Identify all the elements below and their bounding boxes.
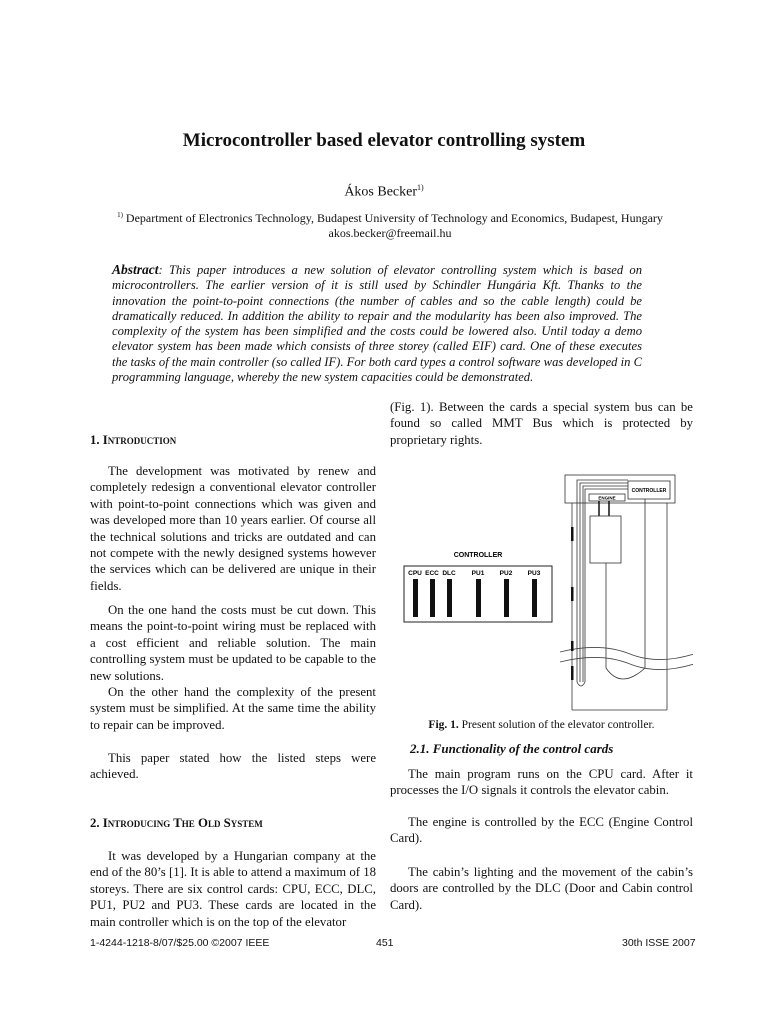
card-label-pu3: PU3 [527,570,541,577]
affiliation-mark: 1) [117,211,123,219]
caption-text: Present solution of the elevator controller. [458,719,655,731]
page-number: 451 [376,937,394,949]
card-label-pu2: PU2 [499,570,513,577]
paper-title: Microcontroller based elevator controlling system [182,130,586,151]
paragraph: On the other hand the complexity of the present system must be simplified. At the same time the ability to repair can be improved. [90,685,376,732]
section-heading-old-system: 2. Introducing The Old System [90,816,263,830]
engine-label: ENGINE [598,495,616,501]
caption-label: Fig. 1. [428,719,459,731]
paragraph: It was developed by a Hungarian company at the end of the 80’s [1]. It is able to attend a maximum of 18 storeys. There are six control cards: CPU, ECC, DLC, PU1, PU2 and PU3. These cards are located in the main controller which is on the top of the elevator [90,849,376,929]
affiliation-text: Department of Electronics Technology, Budapest University of Technology and Economics, Budapest, Hungary [125,211,663,225]
paragraph: The cabin’s lighting and the movement of the cabin’s doors are controlled by the DLC (Door and Cabin control Card). [390,865,693,912]
shaft-controller-label: CONTROLLER [631,488,667,494]
affiliation [90,208,690,241]
card-slot [476,579,481,617]
paragraph: (Fig. 1). Between the cards a special system bus can be found so called MMT Bus which is protected by proprietary rights. [390,400,693,447]
subsection-heading: 2.1. Functionality of the control cards [410,741,614,756]
card-slot [504,579,509,617]
paragraph: On the one hand the costs must be cut down. This means the point-to-point wiring must be replaced with a cost efficient and reliable solution. The main controlling system must be updated to be capable to the new solutions. [90,603,376,683]
card-label-pu1: PU1 [471,570,485,577]
paragraph: The development was motivated by renew and completely redesign a conventional elevator controller with point-to-point connections which was given and was developed more than 10 years earlier. Of course all the technical solutions and tricks are outdated and can not compete with the newly designed systems however the services which can be delivered are unique in their fields. [90,464,376,593]
footer-isbn: 1-4244-1218-8/07/$25.00 ©2007 IEEE [90,937,270,949]
card-label-cpu: CPU [408,570,422,577]
card-label-ecc: ECC [425,570,439,577]
elevator-shaft [560,475,693,710]
footer-conference: 30th ISSE 2007 [622,937,696,949]
abstract [112,262,642,385]
figure-caption [390,719,693,731]
section-heading-introduction: 1. Introduction [90,433,177,447]
card-slot [447,579,452,617]
figure-controller-title: CONTROLLER [453,552,503,559]
figure-elevator-controller [390,470,693,715]
author-mark: 1) [417,183,424,192]
paragraph: This paper stated how the listed steps were achieved. [90,751,376,782]
paragraph: The engine is controlled by the ECC (Engine Control Card). [390,815,693,846]
author-email: akos.becker@freemail.hu [328,226,452,240]
card-label-dlc: DLC [442,570,456,577]
card-slot [413,579,418,617]
abstract-label: Abstract [112,262,159,277]
paragraph: The main program runs on the CPU card. After it processes the I/O signals it controls the elevator cabin. [390,767,693,798]
card-slot [430,579,435,617]
author [0,183,768,201]
author-name: Ákos Becker [344,184,418,200]
card-slot [532,579,537,617]
abstract-text: : This paper introduces a new solution of elevator controlling system which is based on microcontrollers. The earlier version of it is still used by Schindler Hungária Kft. Thanks to the innovation the point-to-point connections (the number of cables and so the cable length) could be dramatically reduced. In addition the ability to repair and the modularity has been also improved. The complexity of the system has been simplified and the costs could be lowered also. Until today a demo elevator system has been made which consists of three storey (called EIF) card. One of these executes the tasks of the main controller (so called IF). For both card types a control software was developed in C programming language, whereby the new system capacities could be demonstrated. [112,263,642,385]
